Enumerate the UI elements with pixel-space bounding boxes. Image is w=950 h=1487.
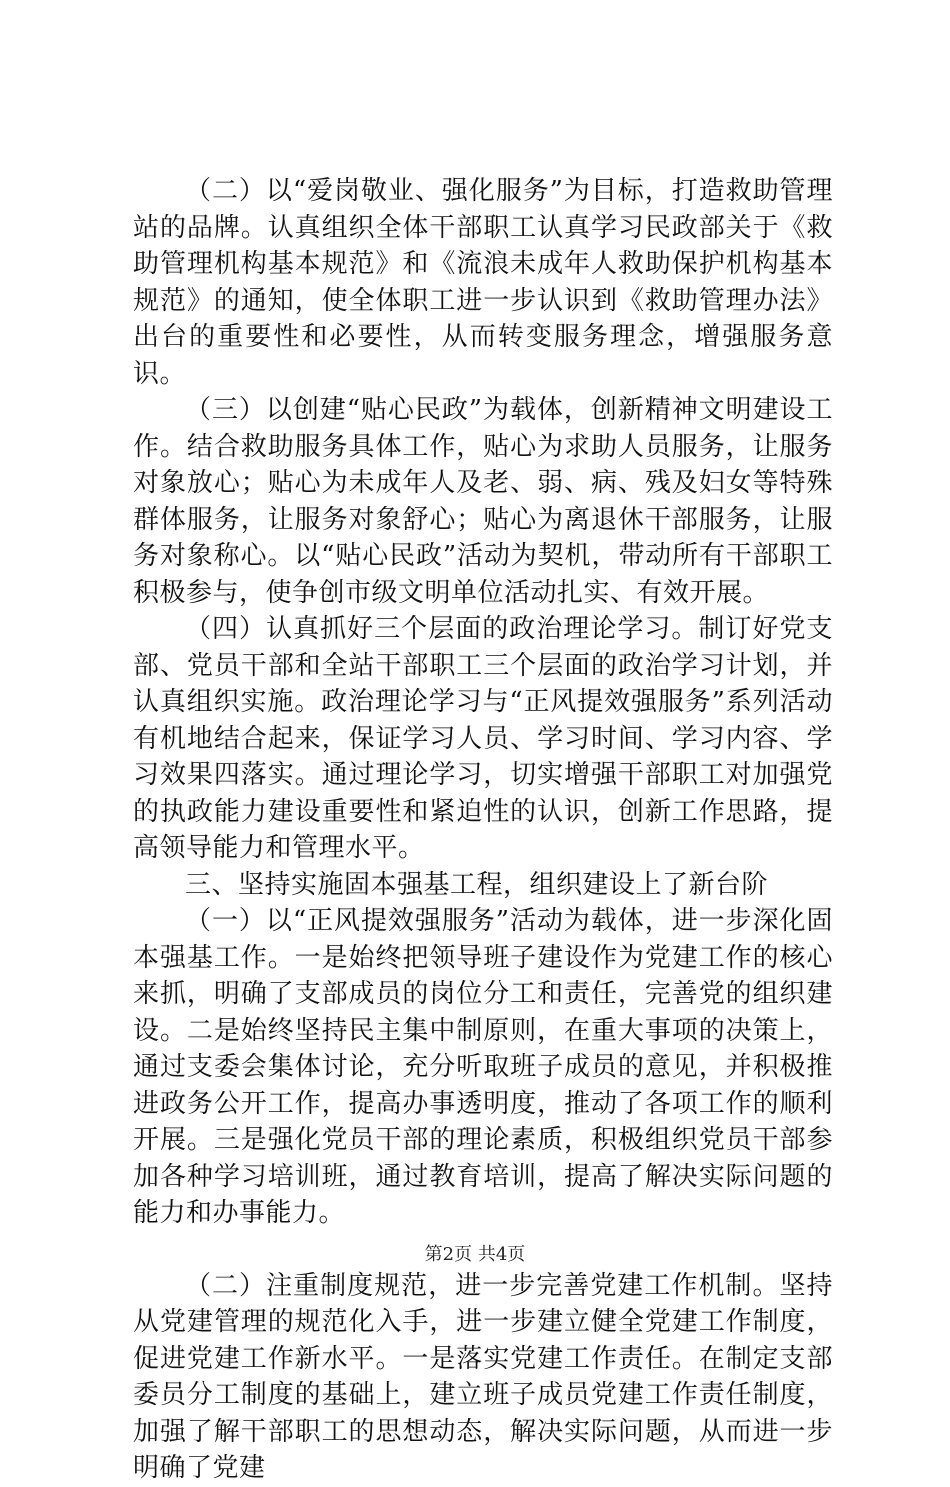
paragraph-service-brand: （二）以“爱岗敬业、强化服务”为目标，打造救助管理站的品牌。认真组织全体干部职工认真学习民政部关于《救助管理机构基本规范》和《流浪未成年人救助保护机构基本规范》的通知，使全体职工进一步认识到《救助管理办法》出台的重要性和必要性，从而转变服务理念，增强服务意识。 [133,176,833,389]
page-number-footer: 第2页 共4页 [424,1244,526,1265]
paragraph-civilization-building: （三）以创建“贴心民政”为载体，创新精神文明建设工作。结合救助服务具体工作，贴心为求助人员服务，让服务对象放心；贴心为未成年人及老、弱、病、残及妇女等特殊群体服务，让服务对象舒心；贴心为离退休干部服务，让服务对象称心。以“贴心民政”活动为契机，带动所有干部职工积极参与，使争创市级文明单位活动扎实、有效开展。 [133,395,833,608]
paragraph-strengthen-foundation: （一）以“正风提效强服务”活动为载体，进一步深化固本强基工作。一是始终把领导班子建设作为党建工作的核心来抓，明确了支部成员的岗位分工和责任，完善党的组织建设。二是始终坚持民主集中制原则，在重大事项的决策上，通过支委会集体讨论，充分听取班子成员的意见，并积极推进政务公开工作，提高办事透明度，推动了各项工作的顺利开展。三是强化党员干部的理论素质，积极组织党员干部参加各种学习培训班，通过教育培训，提高了解决实际问题的能力和办事能力。 [133,906,833,1228]
section-heading-three: 三、坚持实施固本强基工程，组织建设上了新台阶 [185,869,769,900]
paragraph-institution-norms: （二）注重制度规范，进一步完善党建工作机制。坚持从党建管理的规范化入手，进一步建立健全党建工作制度，促进党建工作新水平。一是落实党建工作责任。在制定支部委员分工制度的基础上，建立班子成员党建工作责任制度，加强了解干部职工的思想动态，解决实际问题，从而进一步明确了党建 [133,1270,833,1483]
document-body [133,173,833,1487]
paragraph-political-study: （四）认真抓好三个层面的政治理论学习。制订好党支部、党员干部和全站干部职工三个层面的政治学习计划，并认真组织实施。政治理论学习与“正风提效强服务”系列活动有机地结合起来，保证学习人员、学习时间、学习内容、学习效果四落实。通过理论学习，切实增强干部职工对加强党的执政能力建设重要性和紧迫性的认识，创新工作思路，提高领导能力和管理水平。 [133,614,833,863]
